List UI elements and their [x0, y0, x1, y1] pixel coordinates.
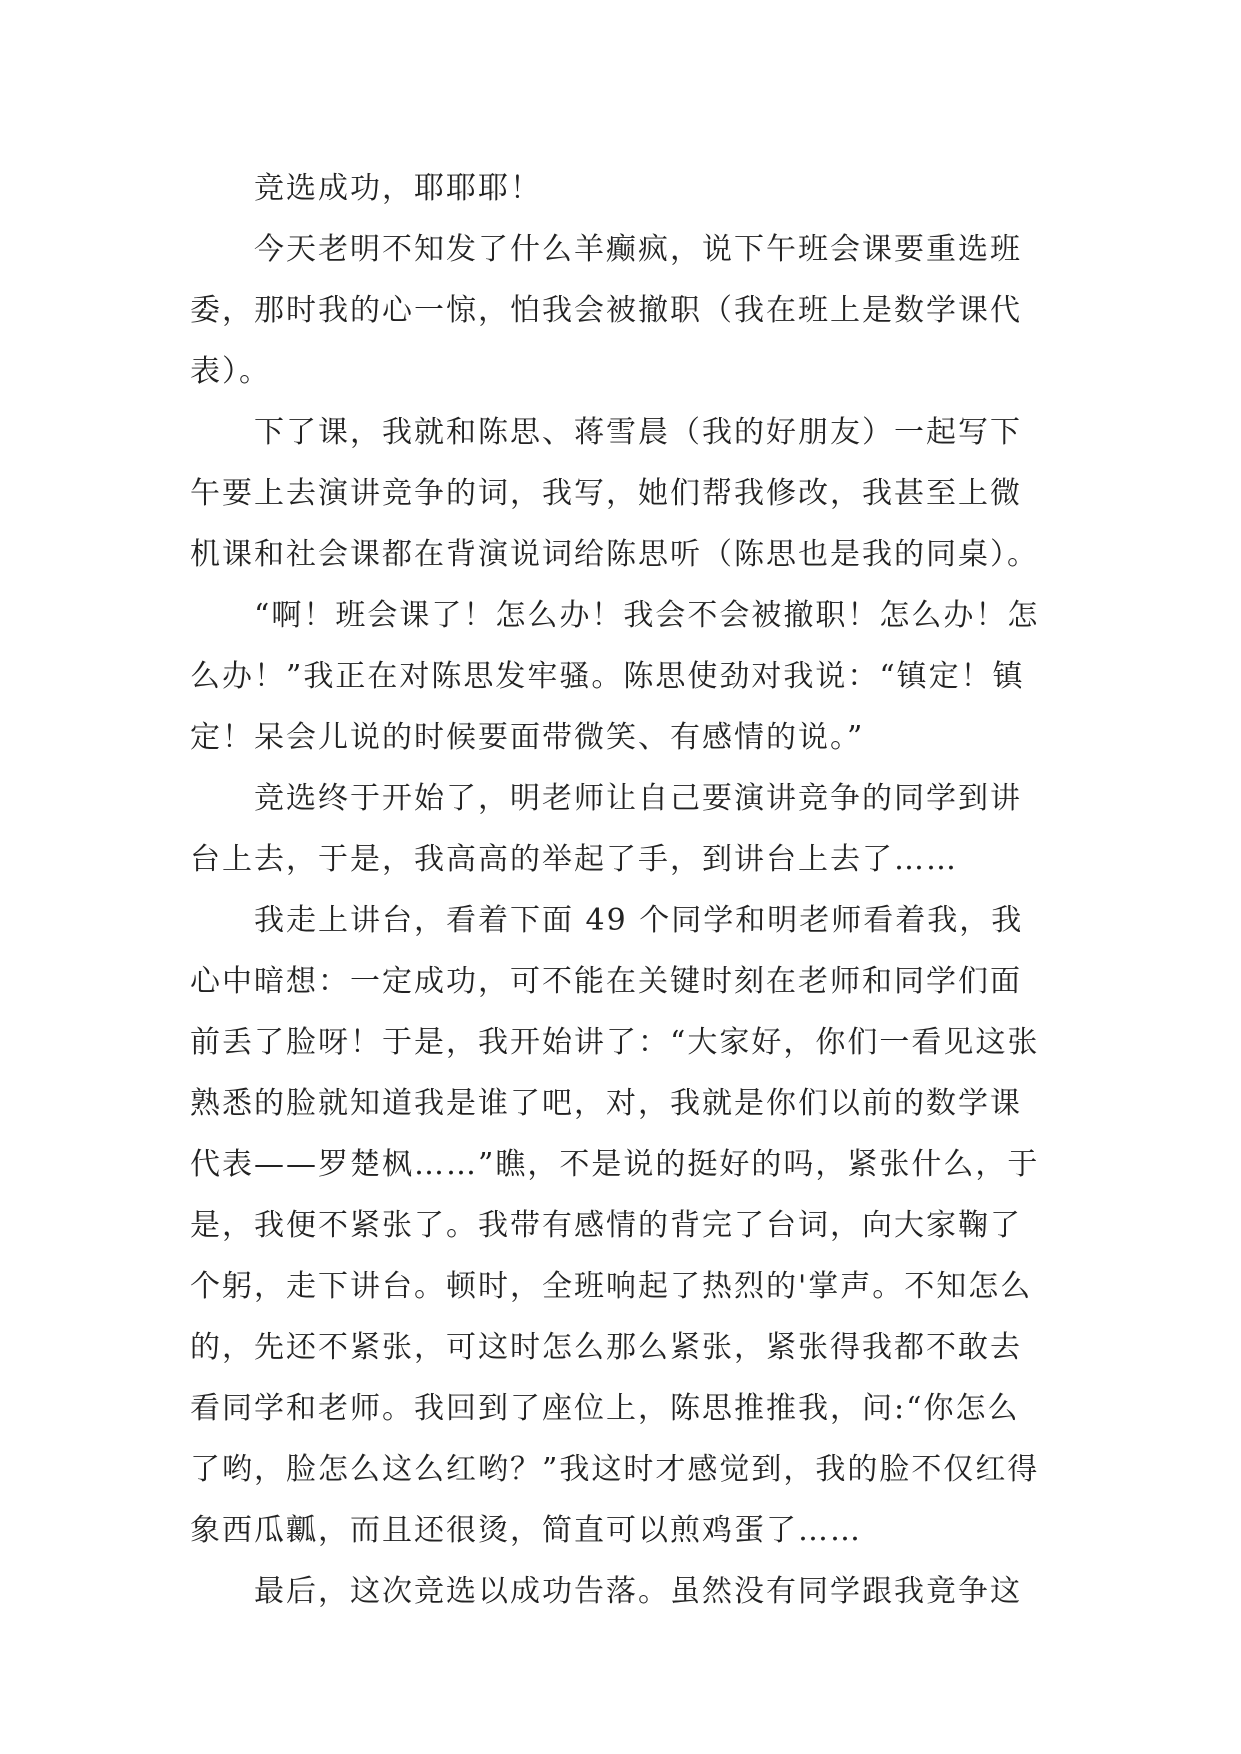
document-body	[190, 158, 1050, 1622]
paragraph-speech: 我走上讲台，看着下面 49 个同学和明老师看着我，我心中暗想：一定成功，可不能在关键时刻在老师和同学们面前丢了脸呀！于是，我开始讲了：“大家好，你们一看见这张熟悉的脸就知道我是谁了吧，对，我就是你们以前的数学课代表——罗楚枫……”瞧，不是说的挺好的吗，紧张什么，于是，我便不紧张了。我带有感情的背完了台词，向大家鞠了个躬，走下讲台。顿时，全班响起了热烈的'掌声。不知怎么的，先还不紧张，可这时怎么那么紧张，紧张得我都不敢去看同学和老师。我回到了座位上，陈思推推我，问:“你怎么了哟，脸怎么这么红哟？”我这时才感觉到，我的脸不仅红得象西瓜瓤，而且还很烫，简直可以煎鸡蛋了……	[190, 903, 1040, 1548]
paragraph-conclusion: 最后，这次竞选以成功告落。虽然没有同学跟我竟争这	[254, 1574, 1022, 1609]
paragraph-election-start: 竞选终于开始了，明老师让自己要演讲竞争的同学到讲台上去，于是，我高高的举起了手，到讲台上去了……	[190, 781, 1022, 877]
paragraph-dialogue: “啊！班会课了！怎么办！我会不会被撤职！怎么办！怎么办！”我正在对陈思发牢骚。陈思使劲对我说：“镇定！镇定！呆会儿说的时候要面带微笑、有感情的说。”	[190, 598, 1040, 755]
paragraph-opening: 竞选成功，耶耶耶！	[254, 171, 542, 206]
paragraph-announcement: 今天老明不知发了什么羊癫疯，说下午班会课要重选班委，那时我的心一惊，怕我会被撤职（我在班上是数学课代表）。	[190, 232, 1022, 389]
paragraph-preparation: 下了课，我就和陈思、蒋雪晨（我的好朋友）一起写下午要上去演讲竞争的词，我写，她们帮我修改，我甚至上微机课和社会课都在背演说词给陈思听（陈思也是我的同桌）。	[190, 415, 1039, 572]
